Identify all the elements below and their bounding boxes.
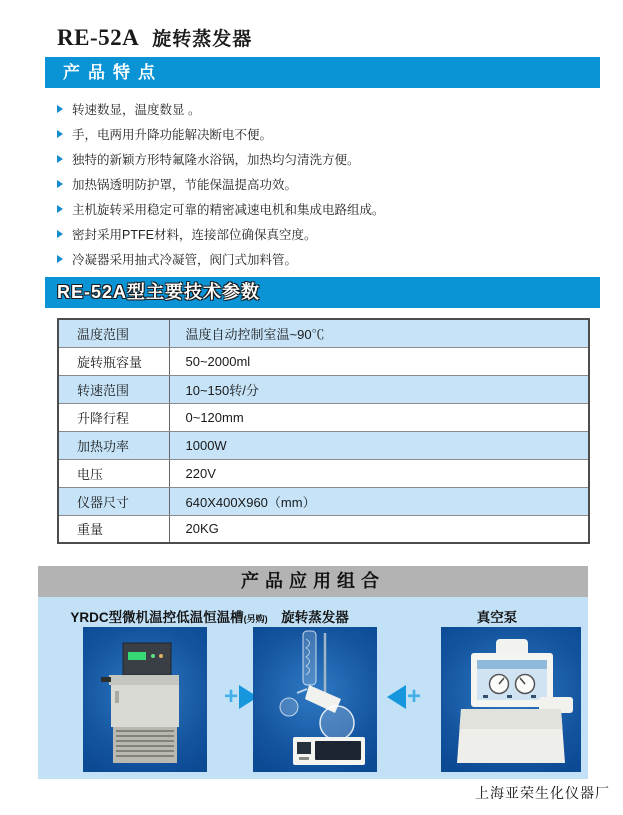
spec-value: 10~150转/分 [169,375,589,403]
bullet-triangle-icon [57,205,63,213]
list-item [57,121,597,146]
bullet-triangle-icon [57,255,63,263]
spec-label: 转速范围 [58,375,169,403]
arrow-left-icon [387,685,406,709]
specs-section-header: RE-52A型主要技术参数 [45,277,600,308]
spec-value: 1000W [169,431,589,459]
plus-icon: + [224,683,239,710]
application-section-header: 产品应用组合 [38,566,588,597]
spec-value: 温度自动控制室温~90℃ [169,319,589,347]
product-label-thermostat: YRDC型微机温控低温恒温槽(另购) [70,610,268,625]
table-row [58,431,589,459]
table-row [58,347,589,375]
spec-label: 仪器尺寸 [58,487,169,515]
vacuum-pump-illustration [441,627,581,772]
spec-label: 重量 [58,515,169,543]
product-label-evaporator: 旋转蒸发器 [281,610,349,625]
optional-purchase-note: (另购) [243,614,268,624]
vacuum-pump-photo [441,627,581,772]
spec-value: 220V [169,459,589,487]
feature-text: 冷凝器采用抽式冷凝管，阀门式加料管。 [72,252,298,267]
product-label-vacuum-pump: 真空泵 [476,610,518,625]
table-row [58,459,589,487]
bullet-triangle-icon [57,155,63,163]
feature-text: 密封采用PTFE材料，连接部位确保真空度。 [72,227,317,242]
rotary-evaporator-illustration [253,627,377,772]
spec-label: 加热功率 [58,431,169,459]
bullet-triangle-icon [57,230,63,238]
feature-text: 转速数显，温度数显 。 [72,102,201,117]
bullet-triangle-icon [57,130,63,138]
spec-value: 0~120mm [169,403,589,431]
plus-icon: + [407,683,422,710]
company-name: 上海亚荣生化仪器厂 [475,785,610,801]
thermostat-bath-illustration [83,627,207,772]
list-item [57,196,597,221]
features-section-header: 产品特点 [45,57,600,88]
list-item [57,146,597,171]
application-body [38,597,588,779]
list-item [57,246,597,271]
table-row [58,403,589,431]
table-row [58,375,589,403]
specs-table [57,318,590,544]
feature-text: 独特的新颖方形特氟隆水浴锅，加热均匀清洗方便。 [72,152,360,167]
rotary-evaporator-photo [253,627,377,772]
table-row [58,487,589,515]
table-row [58,515,589,543]
feature-text: 加热锅透明防护罩，节能保温提高功效。 [72,177,298,192]
application-section [38,566,588,779]
list-item [57,171,597,196]
spec-value: 640X400X960（mm） [169,487,589,515]
feature-text: 主机旋转采用稳定可靠的精密减速电机和集成电路组成。 [72,202,385,217]
feature-text: 手，电两用升降功能解决断电不便。 [72,127,273,142]
product-model: RE-52A [57,25,140,50]
list-item [57,221,597,246]
table-row [58,319,589,347]
combine-connector [387,685,422,709]
spec-value: 20KG [169,515,589,543]
features-list [57,96,597,271]
bullet-triangle-icon [57,180,63,188]
spec-label: 电压 [58,459,169,487]
page-title [57,24,252,51]
product-name: 旋转蒸发器 [152,29,253,50]
bullet-triangle-icon [57,105,63,113]
spec-label: 温度范围 [58,319,169,347]
list-item [57,96,597,121]
spec-value: 50~2000ml [169,347,589,375]
thermostat-bath-photo [83,627,207,772]
spec-label: 升降行程 [58,403,169,431]
spec-label: 旋转瓶容量 [58,347,169,375]
